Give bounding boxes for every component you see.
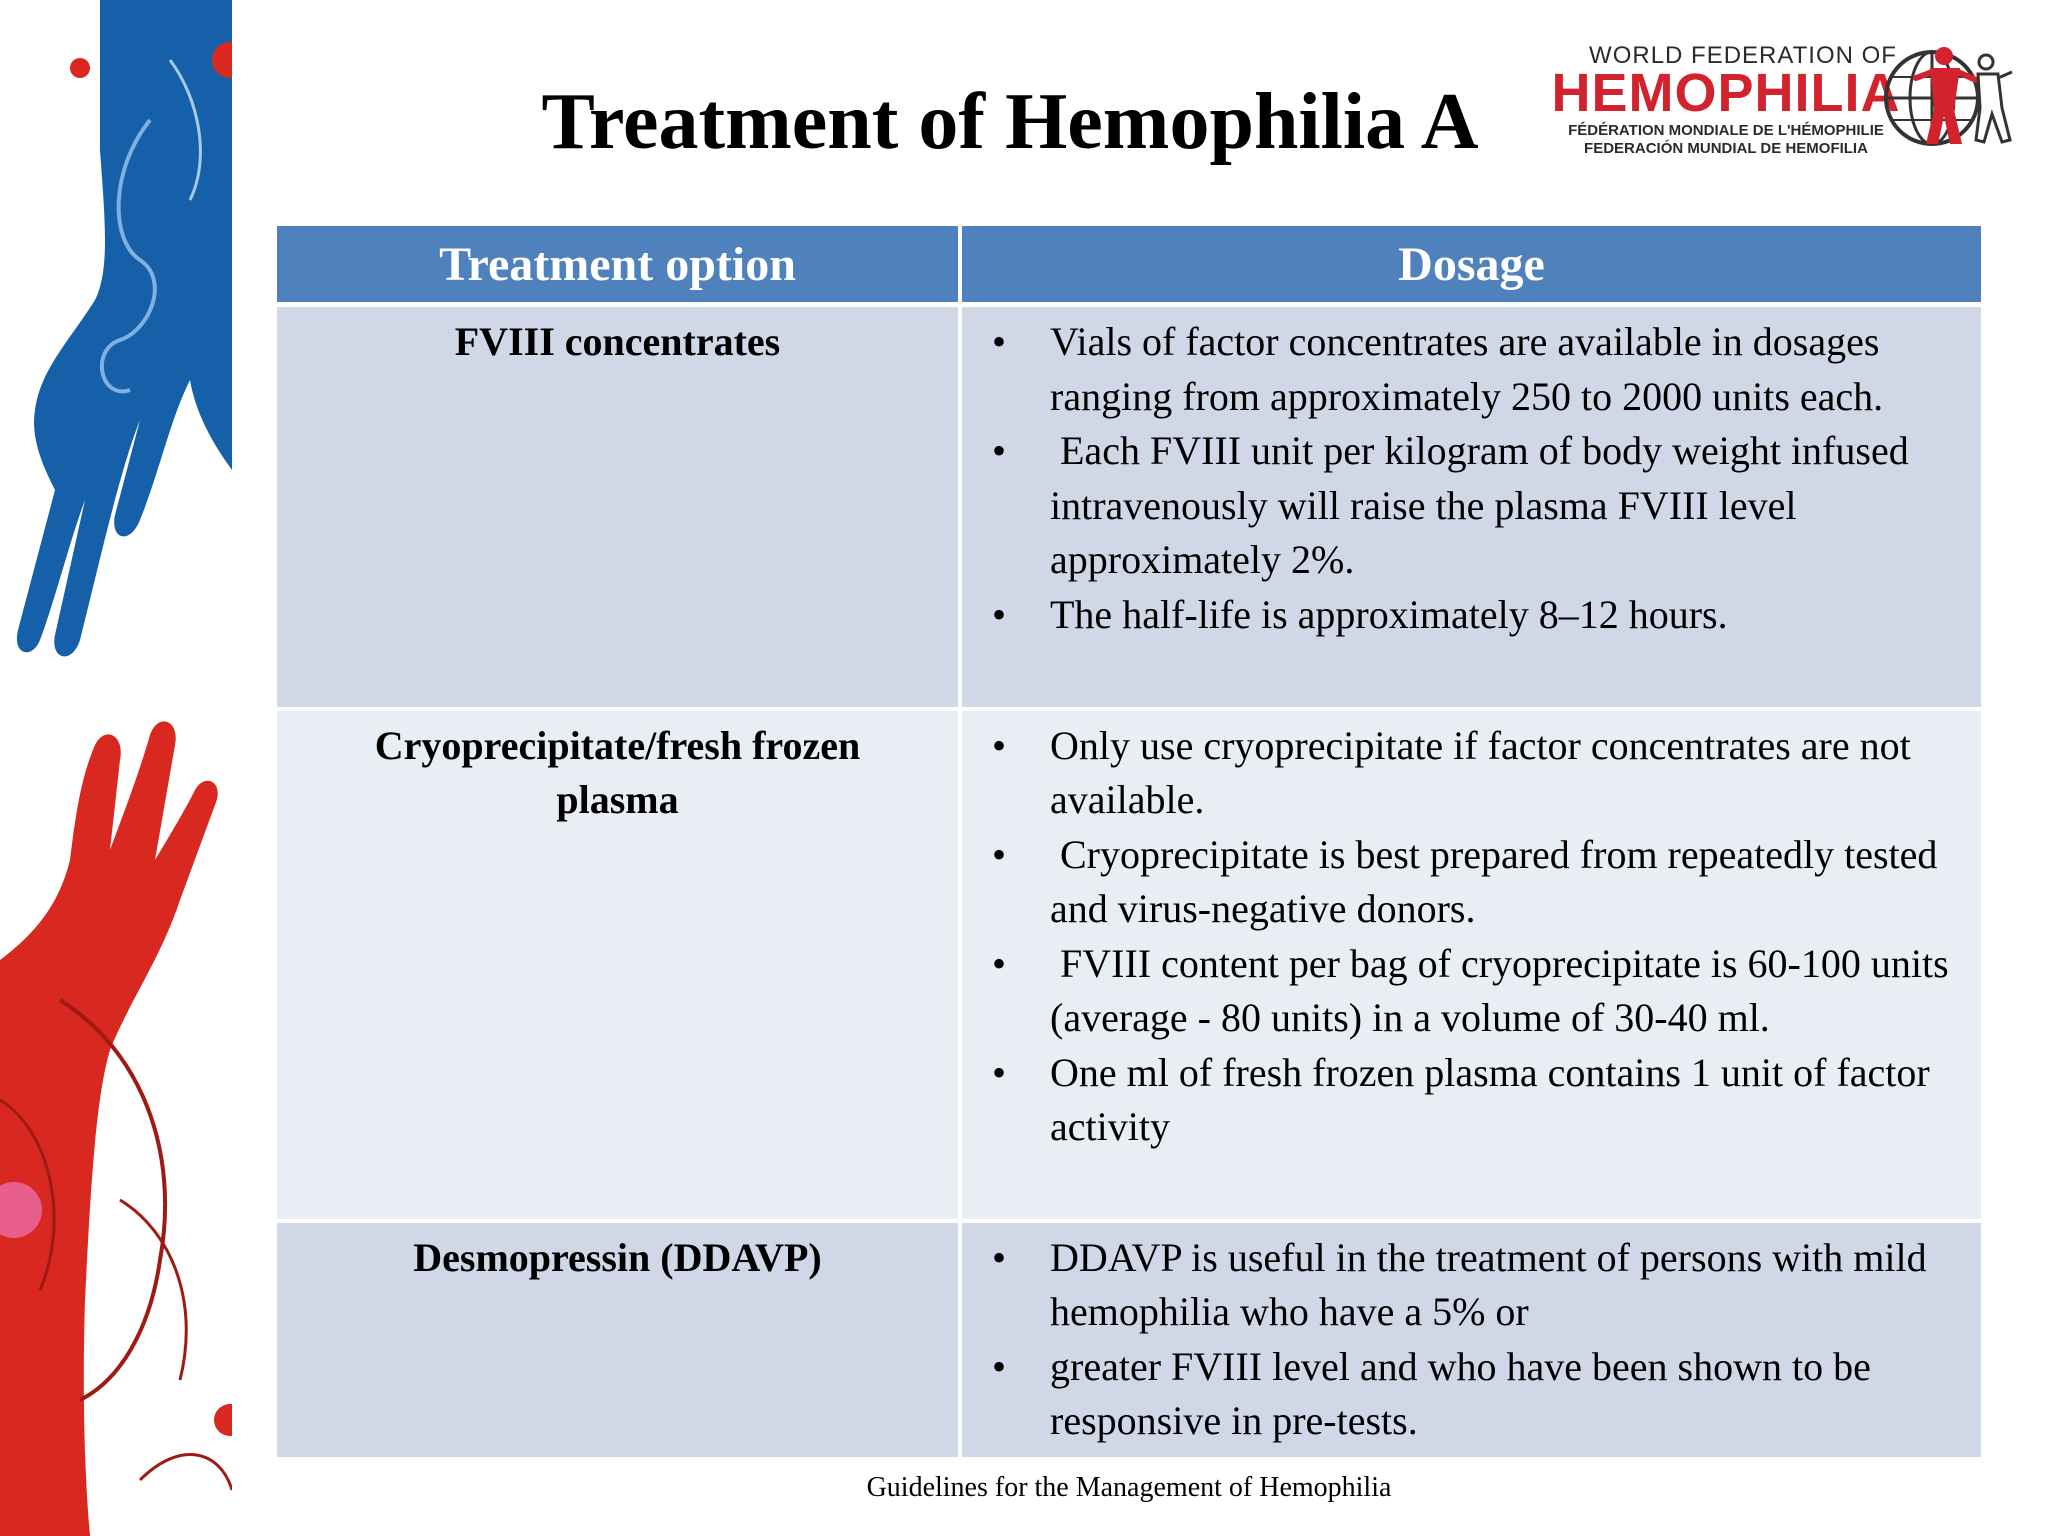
table-header-row bbox=[277, 226, 1981, 305]
dosage-item bbox=[962, 424, 1961, 588]
bullet: • bbox=[991, 1234, 1006, 1280]
wfh-logo bbox=[1508, 32, 2016, 164]
blue-hand-icon bbox=[17, 0, 232, 656]
table-row bbox=[277, 709, 1981, 1221]
treatment-option-cell: Desmopressin (DDAVP) bbox=[277, 1221, 960, 1459]
dosage-text: Vials of factor concentrates are available in dosages ranging from approximately 250 to 2000 units each. bbox=[1050, 319, 1890, 419]
bullet: • bbox=[991, 831, 1006, 877]
dosage-item bbox=[962, 719, 1961, 828]
globe-figures-icon bbox=[1882, 32, 2016, 164]
dosage-cell bbox=[960, 305, 1981, 709]
dosage-item bbox=[962, 828, 1961, 937]
dosage-text: Cryoprecipitate is best prepared from repeatedly tested and virus-negative donors. bbox=[1050, 831, 1948, 931]
bullet: • bbox=[991, 940, 1006, 986]
dosage-item bbox=[962, 588, 1961, 643]
dosage-item bbox=[962, 1231, 1961, 1340]
dosage-text: greater FVIII level and who have been shown to be responsive in pre-tests. bbox=[1050, 1343, 1881, 1443]
dosage-text: The half-life is approximately 8–12 hours. bbox=[1050, 591, 1728, 637]
logo-line-4: FEDERACIÓN MUNDIAL DE HEMOFILIA bbox=[1584, 140, 1868, 157]
treatment-table bbox=[277, 226, 1981, 1461]
bullet: • bbox=[991, 1049, 1006, 1095]
dosage-cell bbox=[960, 1221, 1981, 1459]
table-row bbox=[277, 305, 1981, 709]
treatment-option-cell: FVIII concentrates bbox=[277, 305, 960, 709]
bullet: • bbox=[991, 591, 1006, 637]
dosage-list bbox=[962, 1231, 1961, 1449]
dosage-text: Each FVIII unit per kilogram of body weight infused intravenously will raise the plasma FVIII level approximately 2%. bbox=[1050, 428, 1919, 582]
dosage-list bbox=[962, 315, 1961, 642]
header-dosage: Dosage bbox=[960, 226, 1981, 305]
dosage-text: DDAVP is useful in the treatment of persons with mild hemophilia who have a 5% or bbox=[1050, 1234, 1937, 1334]
dosage-item bbox=[962, 1340, 1961, 1449]
red-hand-icon bbox=[0, 721, 232, 1536]
dosage-item bbox=[962, 315, 1961, 424]
slide-title: Treatment of Hemophilia A bbox=[541, 78, 1479, 166]
logo-line-3: FÉDÉRATION MONDIALE DE L'HÉMOPHILIE bbox=[1568, 122, 1884, 139]
dosage-item bbox=[962, 1046, 1961, 1155]
dosage-item bbox=[962, 937, 1961, 1046]
bullet: • bbox=[991, 722, 1006, 768]
slide-footer: Guidelines for the Management of Hemophilia bbox=[866, 1472, 1392, 1503]
bullet: • bbox=[991, 1343, 1006, 1389]
bullet: • bbox=[991, 428, 1006, 473]
treatment-option-cell: Cryoprecipitate/fresh frozen plasma bbox=[277, 709, 960, 1221]
logo-line-2: HEMOPHILIA bbox=[1551, 63, 1901, 123]
decorative-hands-graphic bbox=[0, 0, 232, 1536]
logo-line-1: WORLD FEDERATION OF bbox=[1589, 42, 1897, 69]
dosage-list bbox=[962, 719, 1961, 1155]
bullet: • bbox=[991, 319, 1006, 364]
dosage-text: Only use cryoprecipitate if factor concentrates are not available. bbox=[1050, 722, 1921, 822]
header-treatment-option: Treatment option bbox=[277, 226, 960, 305]
table-row bbox=[277, 1221, 1981, 1459]
dosage-text: FVIII content per bag of cryoprecipitate is 60-100 units (average - 80 units) in a volume of 30-40 ml. bbox=[1050, 940, 1959, 1040]
dosage-cell bbox=[960, 709, 1981, 1221]
dosage-text: One ml of fresh frozen plasma contains 1 unit of factor activity bbox=[1050, 1049, 1940, 1149]
